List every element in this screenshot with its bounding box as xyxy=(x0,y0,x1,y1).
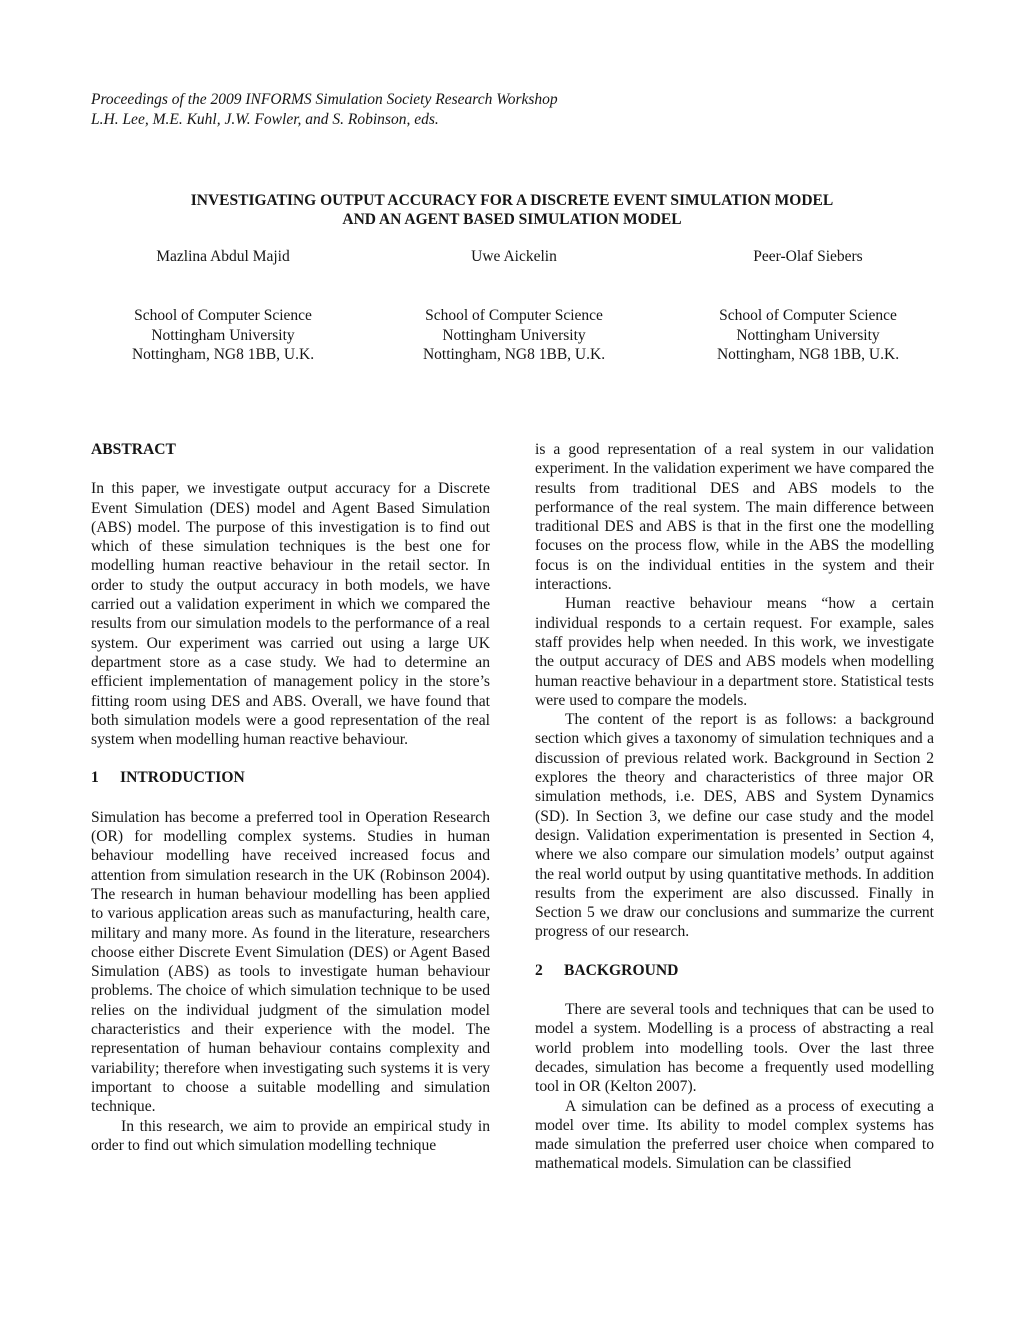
background-paragraph-1: There are several tools and techniques that can be used to model a system. Modelling is a process of abstracting a real world problem into modelling tools. Over the last three decades, simulation has become a frequently used modelling tool in OR (Kelton 2007). xyxy=(535,1001,934,1096)
left-column xyxy=(91,440,490,1155)
paper-title xyxy=(0,191,1024,229)
affiliation-university: Nottingham University xyxy=(151,326,295,344)
proceedings-header xyxy=(91,90,558,129)
intro-paragraph-4: The content of the report is as follows: a background section which gives a taxonomy of simulation techniques and a discussion of previous related work. Background in Section 2 explores the theory and characteristics of three major OR simulation methods, i.e. DES, ABS and System Dynamics (SD). In Section 3, we define our case study and the model design. Validation experimentation is presented in Section 4, where we also compare our simulation models’ output against the real world output by using quantitative methods. In addition results from the experiment are also discussed. Finally in Section 5 we draw our conclusions and summarize the current progress of our research. xyxy=(535,711,934,941)
intro-paragraph-2-continued: is a good representation of a real system in our validation experiment. In the validation experiment we have compared the results from traditional DES and ABS models to the performance of the real system. The main difference between traditional DES and ABS is that in the first one the modelling focuses on the process flow, while in the ABS the modelling focus is on the individual entities in the system and their interactions. xyxy=(535,441,934,594)
author-name: Uwe Aickelin xyxy=(471,248,557,265)
section-heading-background xyxy=(535,961,934,980)
abstract-text: In this paper, we investigate output accuracy for a Discrete Event Simulation (DES) model and Agent Based Simulation (ABS) model. The purpose of this investigation is to find out which of these simulation techniques is the best one for modelling human reactive behaviour in the retail sector. In order to study the output accuracy in both models, we have carried out a validation experiment in which we compared the results from our simulation models to the performance of a real system. Our experiment was carried out using a large UK department store as a case study. We had to determine an efficient implementation of management policy in the store’s fitting room using DES and ABS. Overall, we have found that both simulation models were a good representation of the real system when modelling human reactive behaviour. xyxy=(91,480,490,749)
author-name: Mazlina Abdul Majid xyxy=(156,248,290,265)
intro-paragraph-2: In this research, we aim to provide an empirical study in order to find out which simulation modelling technique xyxy=(91,1117,490,1154)
section-heading-introduction xyxy=(91,768,490,787)
author-affiliation xyxy=(103,306,343,365)
section-title: INTRODUCTION xyxy=(120,769,245,787)
intro-paragraph-3: Human reactive behaviour means “how a certain individual responds to a certain request. For example, sales staff provides help when needed. In this work, we investigate the output accuracy of DES and ABS models when modelling human reactive behaviour in a department store. Statistical tests were used to compare the models. xyxy=(535,595,934,709)
affiliation-school: School of Computer Science xyxy=(134,307,312,324)
affiliation-address: Nottingham, NG8 1BB, U.K. xyxy=(131,346,315,363)
abstract-heading: ABSTRACT xyxy=(91,441,176,458)
affiliation-address: Nottingham, NG8 1BB, U.K. xyxy=(422,346,606,363)
intro-paragraph-1: Simulation has become a preferred tool in Operation Research (OR) for modelling complex systems. Studies in human behaviour modelling have received increased focus and attention from simulation research in the UK (Robinson 2004). The research in human behaviour modelling has been applied to various application areas such as manufacturing, health care, military and many more. As found in the literature, researchers choose either Discrete Event Simulation (DES) or Agent Based Simulation (ABS) as tools to investigate human behaviour problems. The choice of which simulation technique to be used relies on the individual judgment of the simulation model characteristics and their experience with the model. The representation of human behaviour contains complexity and variability; therefore when investigating such systems it is very important to choose a suitable modelling and simulation technique. xyxy=(91,808,490,1116)
right-column xyxy=(535,440,934,1174)
author-affiliation xyxy=(688,306,928,365)
affiliation-university: Nottingham University xyxy=(736,326,880,344)
title-line-1: INVESTIGATING OUTPUT ACCURACY FOR A DISCRETE EVENT SIMULATION MODEL xyxy=(190,192,834,209)
background-paragraph-2: A simulation can be defined as a process of executing a model over time. Its ability to model complex systems has made simulation the preferred user choice when compared to mathematical models. Simulation can be classified xyxy=(535,1097,934,1173)
title-line-2: AND AN AGENT BASED SIMULATION MODEL xyxy=(342,211,682,228)
author-name: Peer-Olaf Siebers xyxy=(753,248,863,265)
section-title: BACKGROUND xyxy=(564,961,679,979)
affiliation-university: Nottingham University xyxy=(442,326,586,344)
affiliation-school: School of Computer Science xyxy=(425,307,603,324)
proceedings-line-2: L.H. Lee, M.E. Kuhl, J.W. Fowler, and S. Robinson, eds. xyxy=(91,110,439,128)
section-number: 2 xyxy=(535,961,543,979)
proceedings-line-1: Proceedings of the 2009 INFORMS Simulation Society Research Workshop xyxy=(91,91,558,108)
affiliation-school: School of Computer Science xyxy=(719,307,897,324)
author-affiliation xyxy=(394,306,634,365)
section-number: 1 xyxy=(91,769,99,787)
affiliation-address: Nottingham, NG8 1BB, U.K. xyxy=(716,346,900,363)
